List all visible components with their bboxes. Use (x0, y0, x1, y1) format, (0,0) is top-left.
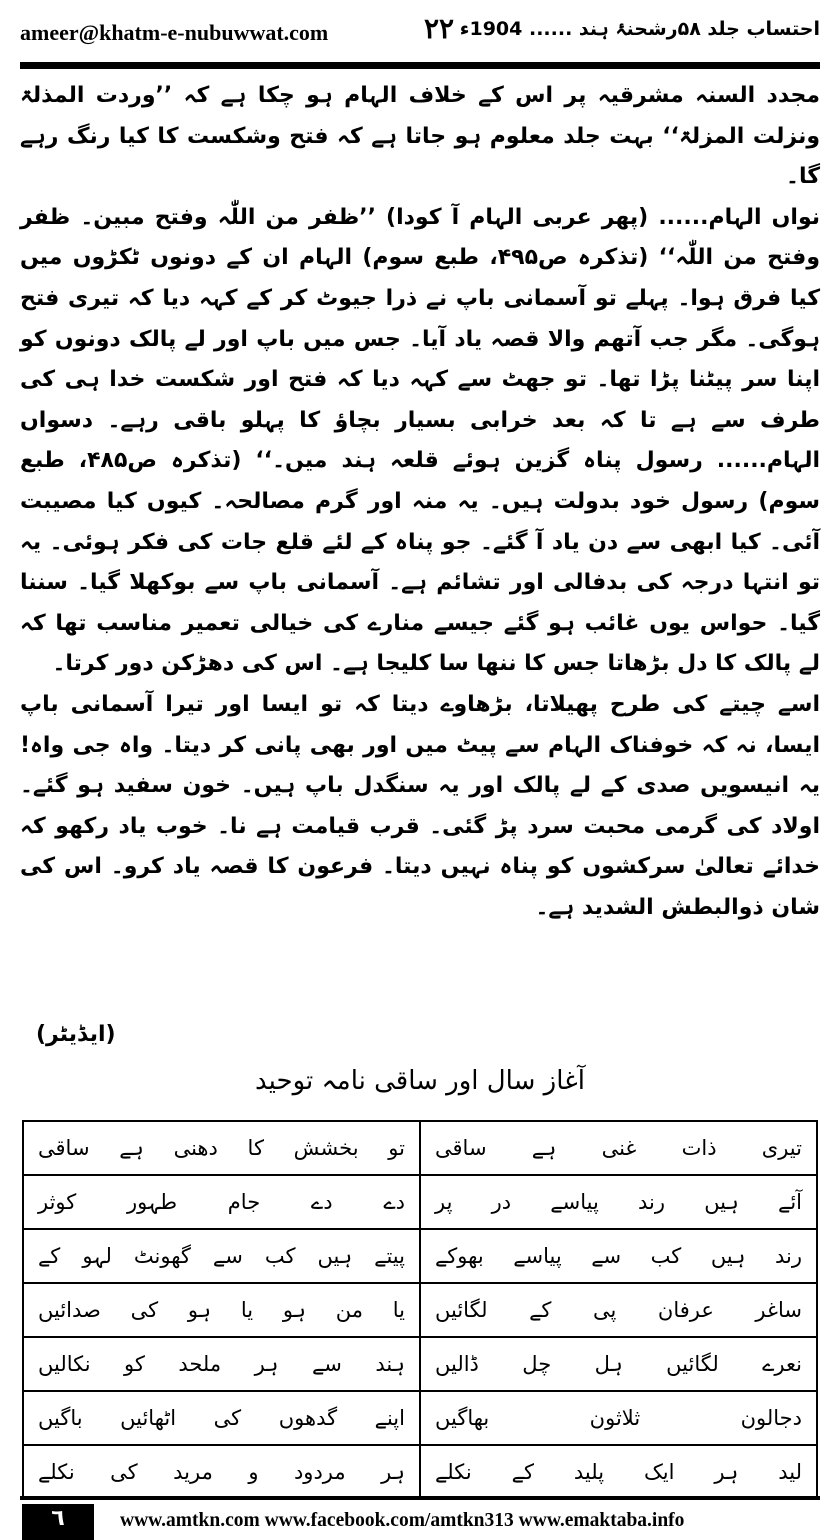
poem-row (23, 1229, 817, 1283)
poem-verse-second: ہر مردود و مرید کی نکلے (23, 1445, 420, 1499)
paragraph: نواں الہام...... (پھر عربی الہام آ کودا) ’’ظفر من اللّٰہ وفتح مبین۔ ظفر وفتح من اللّٰہ‘‘ (تذکرہ ص۴۹۵، طبع سوم) الہام ان کے دونوں ٹکڑوں میں کیا فرق ہوا۔ پہلے تو آسمانی باپ نے ذرا جیوٹ کر کے کہہ دیا کہ تیری فتح ہوگی۔ مگر جب آتھم والا قصہ یاد آیا۔ جس میں باپ اور لے پالک دونوں کو اپنا سر پیٹنا پڑا تھا۔ تو جھٹ سے کہہ دیا کہ فتح اور شکست خدا ہی کی طرف سے ہے تا کہ بعد خرابی بسیار بچاؤ کا پہلو باقی رہے۔ دسواں الہام...... رسول پناہ گزین ہوئے قلعہ ہند میں۔‘‘ (تذکرہ ص۴۸۵، طبع سوم) رسول خود بدولت ہیں۔ یہ منہ اور گرم مصالحہ۔ کیوں کیا مصیبت آئی۔ کیا ابھی سے دن یاد آ گئے۔ جو پناہ کے لئے قلع جات کی فکر ہوئی۔ یہ تو انتہا درجہ کی بدفالی اور تشائم ہے۔ آسمانی باپ سے بوکھلا گیا۔ سننا گیا۔ حواس یوں غائب ہو گئے جیسے منارے کی خیالی تعمیر مناسب تھا کہ لے پالک کا دل بڑھاتا جس کا ننھا سا کلیجا ہے۔ اس کی دھڑکن دور کرتا۔ (20, 204, 820, 677)
poem-row (23, 1283, 817, 1337)
poem-verse-first: دجالون ثلاثون بھاگیں (420, 1391, 817, 1445)
header-page-number: ۲۲ (424, 12, 455, 45)
header-title: احتساب جلد ۵۸رشحنۂ ہند ...... 1904ء (459, 18, 820, 40)
poem-row (23, 1445, 817, 1499)
poem-row (23, 1121, 817, 1175)
footer-links[interactable]: www.amtkn.com www.facebook.com/amtkn313 www.emaktaba.info (120, 1510, 685, 1531)
footer-page-number: ٦ (22, 1504, 94, 1540)
page-header (20, 12, 820, 56)
poem-verse-first: آئے ہیں رند پیاسے در پر (420, 1175, 817, 1229)
poem-verse-first: رند ہیں کب سے پیاسے بھوکے (420, 1229, 817, 1283)
poem-row (23, 1337, 817, 1391)
paragraph: مجدد السنہ مشرقیہ پر اس کے خلاف الہام ہو چکا ہے کہ ’’وردت المذلۃ ونزلت المزلۃ‘‘ بہت جلد معلوم ہو جاتا ہے کہ فتح وشکست کا کیا رنگ رہے گا۔ (20, 83, 820, 190)
poem-table (22, 1120, 818, 1500)
paragraph: اسے چیتے کی طرح پھیلاتا، بڑھاوے دیتا کہ تو ایسا اور تیرا آسمانی باپ ایسا، نہ کہ خوفناک الہام سے پیٹ میں اور بھی پانی کر دیتا۔ واہ جی واہ! یہ انیسویں صدی کے لے پالک اور یہ سنگدل باپ ہیں۔ خون سفید ہو گئے۔ اولاد کی گرمی محبت سرد پڑ گئی۔ قرب قیامت ہے نا۔ خوب یاد رکھو کہ خدائے تعالیٰ سرکشوں کو پناہ نہیں دیتا۔ فرعون کا قصہ یاد کرو۔ اس کی شان ذوالبطش الشدید ہے۔ (20, 691, 820, 920)
poem-verse-second: دے دے جام طہور کوثر (23, 1175, 420, 1229)
article-body (20, 76, 820, 928)
footer-divider (20, 1496, 820, 1500)
poem-verse-second: تو بخشش کا دھنی ہے ساقی (23, 1121, 420, 1175)
poem-verse-second: یا من ہو یا ہو کی صدائیں (23, 1283, 420, 1337)
poem-verse-first: نعرے لگائیں ہل چل ڈالیں (420, 1337, 817, 1391)
poem-title: آغاز سال اور ساقی نامہ توحید (255, 1066, 585, 1096)
editor-credit: (ایڈیٹر) (36, 1022, 116, 1047)
poem-verse-second: اپنے گدھوں کی اٹھائیں باگیں (23, 1391, 420, 1445)
poem-verse-first: ساغر عرفان پی کے لگائیں (420, 1283, 817, 1337)
poem-verse-second: ہند سے ہر ملحد کو نکالیں (23, 1337, 420, 1391)
poem-verse-second: پیتے ہیں کب سے گھونٹ لہو کے (23, 1229, 420, 1283)
header-email[interactable]: ameer@khatm-e-nubuwwat.com (20, 20, 329, 45)
header-divider (20, 62, 820, 69)
poem-row (23, 1391, 817, 1445)
poem-verse-first: لید ہر ایک پلید کے نکلے (420, 1445, 817, 1499)
poem-verse-first: تیری ذات غنی ہے ساقی (420, 1121, 817, 1175)
poem-row (23, 1175, 817, 1229)
